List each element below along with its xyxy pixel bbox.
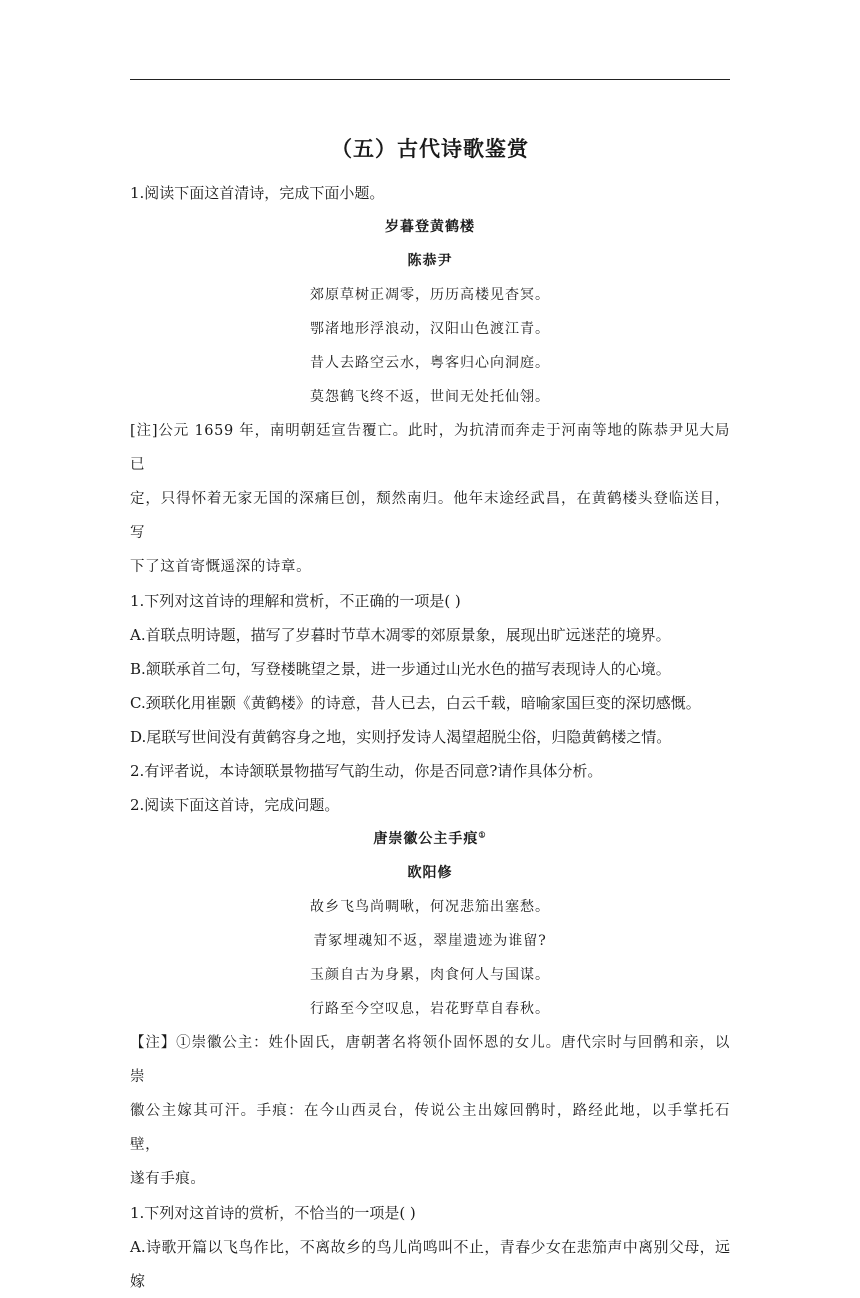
q1-poem-line: 郊原草树正凋零，历历高楼见杳冥。 (310, 287, 550, 303)
q1-option-c: C.颈联化用崔颢《黄鹤楼》的诗意，昔人已去，白云千载，暗喻家国巨变的深切感慨。 (130, 694, 701, 712)
q2-poem-line: 玉颜自古为身累，肉食何人与国谋。 (310, 967, 550, 983)
header-rule (130, 79, 730, 80)
q1-sub2-question: 2.有评者说，本诗颔联景物描写气韵生动，你是否同意?请作具体分析。 (130, 762, 603, 780)
q1-poem-line: 莫怨鹤飞终不返，世间无处托仙翎。 (310, 389, 550, 405)
q2-poem-title: 唐崇徽公主手痕 (373, 831, 479, 847)
q2-title-footnote-mark: ① (478, 829, 487, 840)
q1-option-b: B.颔联承首二句，写登楼眺望之景，进一步通过山光水色的描写表现诗人的心境。 (130, 660, 671, 678)
q1-note-line: 下了这首寄慨遥深的诗章。 (130, 559, 312, 575)
q2-poem-title-row (130, 822, 730, 856)
q2-note-line: 【注】①崇徽公主：姓仆固氏，唐朝著名将领仆固怀恩的女儿。唐代宗时与回鹘和亲，以崇 (130, 1035, 730, 1085)
q1-poem-title: 岁暮登黄鹤楼 (385, 219, 475, 235)
q1-poem-line: 鄂渚地形浮浪动，汉阳山色渡江青。 (310, 321, 550, 337)
q2-note-line: 徽公主嫁其可汗。手痕：在今山西灵台，传说公主出嫁回鹘时，路经此地，以手掌托石壁， (130, 1103, 730, 1153)
q2-intro: 2.阅读下面这首诗，完成问题。 (130, 796, 340, 814)
q1-poem-author: 陈恭尹 (407, 253, 453, 269)
q2-poem-line: 故乡飞鸟尚啁啾，何况悲笳出塞愁。 (310, 899, 550, 915)
q1-note-line: 定，只得怀着无家无国的深痛巨创，颓然南归。他年末途经武昌，在黄鹤楼头登临送目，写 (130, 491, 730, 541)
q1-poem-line: 昔人去路空云水，粤客归心向洞庭。 (310, 355, 550, 371)
page-title: （五）古代诗歌鉴赏 (331, 136, 529, 161)
document-page (130, 132, 730, 1298)
q2-poem-line: 行路至今空叹息，岩花野草自春秋。 (310, 1001, 550, 1017)
q1-note-line: [注]公元 1659 年，南明朝廷宣告覆亡。此时，为抗清而奔走于河南等地的陈恭尹见大局已 (130, 423, 730, 473)
q2-poem-line: 青冢埋魂知不返，翠崖遗迹为谁留? (313, 933, 547, 949)
q2-note-line: 遂有手痕。 (130, 1171, 206, 1187)
q2-option-a: A.诗歌开篇以飞鸟作比，不离故乡的鸟儿尚鸣叫不止，青春少女在悲笳声中离别父母，远嫁 (130, 1238, 730, 1290)
q2-sub1-question: 1.下列对这首诗的赏析，不恰当的一项是( ) (130, 1204, 416, 1222)
q1-option-d: D.尾联写世间没有黄鹤容身之地，实则抒发诗人渴望超脱尘俗，归隐黄鹤楼之情。 (130, 728, 672, 746)
q1-sub1-question: 1.下列对这首诗的理解和赏析，不正确的一项是( ) (130, 592, 461, 610)
q1-option-a: A.首联点明诗题，描写了岁暮时节草木凋零的郊原景象，展现出旷远迷茫的境界。 (130, 626, 671, 644)
q1-intro: 1.阅读下面这首清诗，完成下面小题。 (130, 184, 385, 202)
q2-poem-author: 欧阳修 (407, 865, 453, 881)
